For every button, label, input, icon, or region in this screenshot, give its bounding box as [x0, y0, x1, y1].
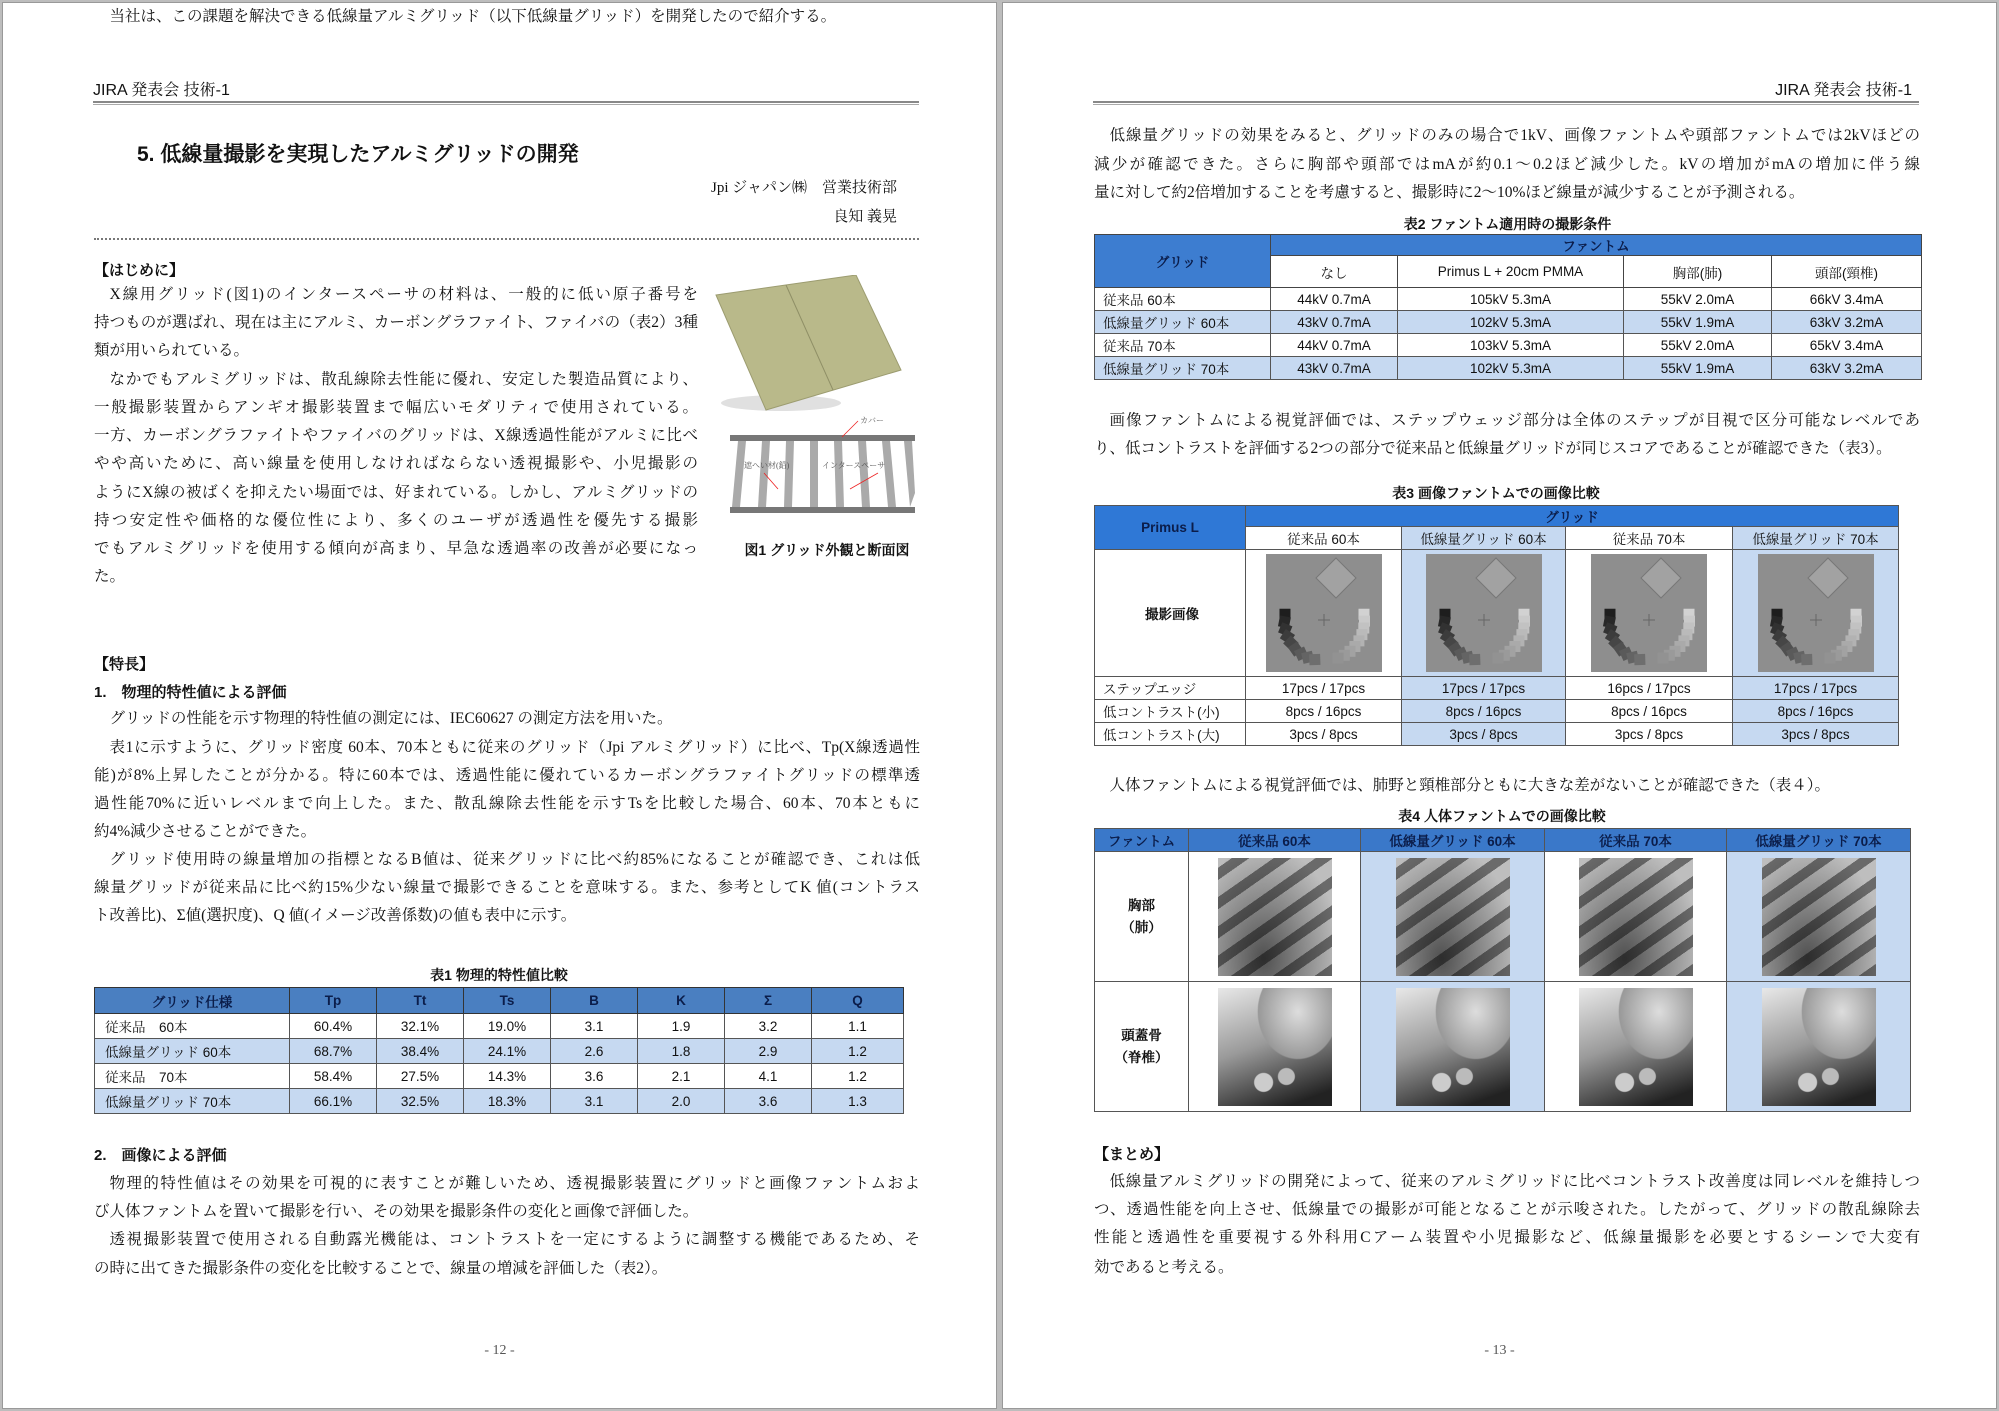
table-cell: 2.9 [725, 1039, 812, 1064]
table-cell: 44kV 0.7mA [1271, 334, 1398, 357]
running-header: JIRA 発表会 技術-1 [1775, 82, 1912, 99]
phantom-xray-image [1266, 554, 1382, 672]
skull-xray-image [1762, 988, 1876, 1106]
column-header: 胸部(肺) [1624, 256, 1772, 288]
corner-header: グリッド [1095, 235, 1271, 288]
table-cell: 60.4% [290, 1014, 377, 1039]
divider [94, 238, 919, 240]
column-header: 従来品 60本 [1189, 829, 1361, 852]
header-rule [93, 101, 919, 105]
text-line: た。 [94, 568, 126, 585]
table-cell: 1.2 [812, 1064, 904, 1089]
table-cell: 1.3 [812, 1089, 904, 1114]
text-line: 効であると考える。 [1094, 1259, 1234, 1276]
table-cell: 17pcs / 17pcs [1246, 677, 1402, 700]
table-cell: 低線量グリッド 60本 [1095, 311, 1271, 334]
table-row [1095, 852, 1911, 982]
table-cell: 58.4% [290, 1064, 377, 1089]
table4-caption: 表4 人体ファントムでの画像比較 [1398, 808, 1606, 824]
table-cell: 55kV 1.9mA [1624, 311, 1772, 334]
table-cell: 16pcs / 17pcs [1566, 677, 1733, 700]
label-interspacer: インタースペーサ [822, 461, 886, 470]
author: 良知 義晃 [833, 209, 897, 225]
column-header: 低線量グリッド 70本 [1733, 527, 1899, 550]
table-cell: 18.3% [464, 1089, 551, 1114]
table-cell: 24.1% [464, 1039, 551, 1064]
text-line: 線量グリッドが従来品に比べ約15%少ない線量で撮影できることを意味する。また、参考としてK 値(コントラス [94, 879, 920, 896]
phantom-xray-image [1758, 554, 1874, 672]
features-heading: 【特長】 [94, 656, 155, 673]
table-cell: 低線量グリッド 70本 [95, 1089, 290, 1114]
column-header: Ts [464, 988, 551, 1014]
table-cell: 38.4% [377, 1039, 464, 1064]
table-row [1095, 311, 1922, 334]
table-cell: 14.3% [464, 1064, 551, 1089]
column-header: K [638, 988, 725, 1014]
table-cell: 3.6 [551, 1064, 638, 1089]
label-absorber: 遮へい材(鉛) [744, 461, 790, 470]
table-cell: 3.2 [725, 1014, 812, 1039]
table-row [95, 1064, 904, 1089]
table-cell: 55kV 1.9mA [1624, 357, 1772, 380]
table3-image-phantom-comparison [1094, 505, 1899, 746]
text-line: グリッドの性能を示す物理的特性値の測定には、IEC60627 の測定方法を用いた。 [109, 710, 673, 727]
row-label-line: 胸部 [1128, 897, 1155, 913]
table-cell: 8pcs / 16pcs [1566, 700, 1733, 723]
table1-physical-properties [94, 987, 904, 1114]
column-header: グリッド仕様 [95, 988, 290, 1014]
table-cell: 55kV 2.0mA [1624, 334, 1772, 357]
table-cell: 65kV 3.4mA [1772, 334, 1922, 357]
image-cell [1402, 550, 1566, 677]
text-line: 約4%減少させることができた。 [94, 823, 317, 840]
image-cell [1189, 982, 1361, 1112]
table-cell: 1.9 [638, 1014, 725, 1039]
table-cell: 2.0 [638, 1089, 725, 1114]
table-row [1095, 288, 1922, 311]
table-cell: 55kV 2.0mA [1624, 288, 1772, 311]
table-cell: 44kV 0.7mA [1271, 288, 1398, 311]
row-label-line: （脊椎） [1114, 1049, 1169, 1065]
chest-xray-image [1579, 858, 1693, 976]
skull-xray-image [1218, 988, 1332, 1106]
skull-xray-image [1579, 988, 1693, 1106]
chest-xray-image [1762, 858, 1876, 976]
table-cell: 68.7% [290, 1039, 377, 1064]
table-cell: 19.0% [464, 1014, 551, 1039]
image-cell [1545, 852, 1727, 982]
table-cell: 8pcs / 16pcs [1733, 700, 1899, 723]
intro-heading: 【はじめに】 [94, 262, 185, 279]
section1-heading: 1. 物理的特性値による評価 [94, 684, 287, 701]
table-cell: 66.1% [290, 1089, 377, 1114]
column-header: 低線量グリッド 60本 [1361, 829, 1545, 852]
table-cell: 32.5% [377, 1089, 464, 1114]
row-label-line: 頭蓋骨 [1121, 1027, 1162, 1043]
text-line: やや高いために、高い線量を使用しなければならない透視撮影や、小児撮影の [94, 455, 698, 472]
text-line: 性能と透過性を重要視する外科用Cアーム装置や小児撮影など、低線量撮影を必要とするシーンで大変有 [1094, 1229, 1920, 1246]
table-row [95, 1039, 904, 1064]
image-cell [1733, 550, 1899, 677]
table-cell: 従来品 60本 [95, 1014, 290, 1039]
column-header: 従来品 70本 [1545, 829, 1727, 852]
image-row [1095, 550, 1899, 677]
table-cell: 従来品 70本 [1095, 334, 1271, 357]
table-cell: 低コントラスト(小) [1095, 700, 1246, 723]
text-line: 画像ファントムによる視覚評価では、ステップウェッジ部分は全体のステップが目視で区分可能なレベルであ [1109, 412, 1920, 429]
text-line: 低線量グリッドの効果をみると、グリッドのみの場合で1kV、画像ファントムや頭部ファントムでは2kVほどの [1109, 127, 1920, 144]
row-label [1095, 852, 1189, 982]
table-cell: 66kV 3.4mA [1772, 288, 1922, 311]
table-row [95, 1089, 904, 1114]
page-13 [1002, 2, 1997, 1409]
text-line: なかでもアルミグリッドは、散乱線除去性能に優れ、安定した製造品質により、 [109, 371, 698, 388]
table-cell: 105kV 5.3mA [1398, 288, 1624, 311]
text-line: 表1に示すように、グリッド密度 60本、70本ともに従来のグリッド（Jpi アルミグリッド）に比べ、Tp(X線透過性 [109, 739, 920, 756]
text-line: 持つものが選ばれ、現在は主にアルミ、カーボングラファイト、ファイバの（表2）3種 [94, 314, 698, 331]
text-line: り、低コントラストを評価する2つの部分で従来品と低線量グリッドが同じスコアであることが確認できた（表3）。 [1094, 440, 1892, 457]
table-row [1095, 982, 1911, 1112]
text-line: 透視撮影装置で使用される自動露光機能は、コントラストを一定にするように調整する機能であるため、そ [109, 1231, 920, 1248]
table4-body-phantom-comparison [1094, 828, 1911, 1112]
column-header: Q [812, 988, 904, 1014]
table1-caption: 表1 物理的特性値比較 [430, 967, 568, 983]
table2-caption: 表2 ファントム適用時の撮影条件 [1403, 216, 1612, 232]
table-cell: 3pcs / 8pcs [1246, 723, 1402, 746]
table-row [1095, 357, 1922, 380]
table-cell: 従来品 60本 [1095, 288, 1271, 311]
table-cell: 1.2 [812, 1039, 904, 1064]
table-cell: ステップエッジ [1095, 677, 1246, 700]
image-cell [1246, 550, 1402, 677]
image-cell [1361, 852, 1545, 982]
table-cell: 低コントラスト(大) [1095, 723, 1246, 746]
page-12 [2, 2, 997, 1409]
table-row [1095, 700, 1899, 723]
summary-heading: 【まとめ】 [1094, 1146, 1170, 1163]
text-line: 物理的特性値はその効果を可視的に表すことが難しいため、透視撮影装置にグリッドと画像ファントムおよ [109, 1175, 920, 1192]
label-cover: カバー [860, 416, 884, 425]
table-cell: 43kV 0.7mA [1271, 357, 1398, 380]
table-cell: 63kV 3.2mA [1772, 357, 1922, 380]
table-cell: 1.1 [812, 1014, 904, 1039]
column-header: 低線量グリッド 60本 [1402, 527, 1566, 550]
table-cell: 低線量グリッド 70本 [1095, 357, 1271, 380]
table-row [95, 1014, 904, 1039]
table-cell: 43kV 0.7mA [1271, 311, 1398, 334]
column-header: なし [1271, 256, 1398, 288]
row-label [1095, 982, 1189, 1112]
corner-header: ファントム [1095, 829, 1189, 852]
image-cell [1566, 550, 1733, 677]
column-header: Σ [725, 988, 812, 1014]
text-line: 持つ安定性や価格的な優位性により、多くのユーザが透過性を優先する撮影 [94, 512, 698, 529]
table-cell: 102kV 5.3mA [1398, 311, 1624, 334]
figure1-caption: 図1 グリッド外観と断面図 [744, 542, 910, 558]
corner-header: Primus L [1095, 506, 1246, 550]
text-line: 一般撮影装置からアンギオ撮影装置まで幅広いモダリティで使用されている。 [94, 399, 698, 416]
group-header: グリッド [1246, 506, 1899, 527]
table-cell: 低線量グリッド 60本 [95, 1039, 290, 1064]
table-cell: 3.6 [725, 1089, 812, 1114]
table-cell: 103kV 5.3mA [1398, 334, 1624, 357]
table-cell: 3pcs / 8pcs [1402, 723, 1566, 746]
text-line: の時に出てきた撮影条件の変化を比較することで、線量の増減を評価した（表2）。 [94, 1260, 668, 1277]
column-header: 従来品 70本 [1566, 527, 1733, 550]
table-cell: 27.5% [377, 1064, 464, 1089]
column-header: 低線量グリッド 70本 [1727, 829, 1911, 852]
text-line: X線用グリッド(図1)のインタースペーサの材料は、一般的に低い原子番号を [109, 286, 698, 303]
chest-xray-image [1218, 858, 1332, 976]
skull-xray-image [1396, 988, 1510, 1106]
image-cell [1727, 982, 1911, 1112]
column-header: B [551, 988, 638, 1014]
column-header: Primus L + 20cm PMMA [1398, 256, 1624, 288]
text-line: 当社は、この課題を解決できる低線量アルミグリッド（以下低線量グリッド）を開発したので紹介する。 [109, 8, 837, 25]
image-cell [1545, 982, 1727, 1112]
table-cell: 3.1 [551, 1089, 638, 1114]
image-cell [1361, 982, 1545, 1112]
table-cell: 3pcs / 8pcs [1566, 723, 1733, 746]
row-label-line: （肺） [1121, 919, 1162, 935]
text-line: ようにX線の被ばくを抑えたい場面では、好まれている。しかし、アルミグリッドの [94, 484, 698, 501]
table-cell: 3pcs / 8pcs [1733, 723, 1899, 746]
table-cell: 3.1 [551, 1014, 638, 1039]
text-line: でもアルミグリッドを使用する傾向が高まり、早急な透過率の改善が必要になっ [94, 540, 698, 557]
text-line: ト改善比)、Σ値(選択度)、Q 値(イメージ改善係数)の値も表中に示す。 [94, 907, 577, 924]
text-line: つ、透過性能を向上させ、低線量での撮影が可能となることが示唆された。したがって、グリッドの散乱線除去 [1094, 1201, 1920, 1218]
text-line: 低線量アルミグリッドの開発によって、従来のアルミグリッドに比べコントラスト改善度は同レベルを維持しつ [1109, 1173, 1920, 1190]
table-row [1095, 723, 1899, 746]
table-row [1095, 677, 1899, 700]
page-number: - 13 - [1484, 1343, 1515, 1358]
table-cell: 63kV 3.2mA [1772, 311, 1922, 334]
column-header: Tp [290, 988, 377, 1014]
grid-cross-section-diagram [730, 413, 920, 531]
column-header: Tt [377, 988, 464, 1014]
phantom-xray-image [1426, 554, 1542, 672]
text-line: 類が用いられている。 [94, 342, 250, 359]
page-number: - 12 - [484, 1343, 515, 1358]
text-line: グリッド使用時の線量増加の指標となるB値は、従来グリッドに比べ約85%になることが確認でき、これは低 [109, 851, 920, 868]
column-header: 従来品 60本 [1246, 527, 1402, 550]
table-cell: 17pcs / 17pcs [1733, 677, 1899, 700]
table3-caption: 表3 画像ファントムでの画像比較 [1392, 485, 1600, 501]
text-line: 一方、カーボングラファイトやファイバのグリッドは、X線透過性能がアルミに比べ [94, 427, 698, 444]
row-label: 撮影画像 [1095, 550, 1246, 677]
text-line: 過性能70%に近いレベルまで向上した。また、散乱線除去性能を示すTsを比較した場合、60本、70本ともに [94, 795, 920, 812]
table-cell: 17pcs / 17pcs [1402, 677, 1566, 700]
running-header: JIRA 発表会 技術-1 [93, 82, 230, 99]
text-line: 減少が確認できた。さらに胸部や頭部ではmAが約0.1～0.2ほど減少した。kVの増加がmAの増加に伴う線 [1094, 156, 1920, 173]
image-cell [1727, 852, 1911, 982]
column-header: 頭部(頸椎) [1772, 256, 1922, 288]
text-line: 量に対して約2倍増加することを考慮すると、撮影時に2～10%ほど線量が減少することが予測される。 [1094, 184, 1805, 201]
image-cell [1189, 852, 1361, 982]
affiliation: Jpi ジャパン㈱ 営業技術部 [711, 180, 897, 196]
table-cell: 1.8 [638, 1039, 725, 1064]
article-title: 5. 低線量撮影を実現したアルミグリッドの開発 [137, 143, 579, 166]
table-cell: 32.1% [377, 1014, 464, 1039]
text-line: 能)が8%上昇したことが分かる。特に60本では、透過性能に優れているカーボングラファイトグリッドの標準透 [94, 767, 920, 784]
group-header: ファントム [1271, 235, 1922, 256]
phantom-xray-image [1591, 554, 1707, 672]
grid-photo [711, 275, 906, 419]
table-cell: 4.1 [725, 1064, 812, 1089]
text-line: 人体ファントムによる視覚評価では、肺野と頸椎部分ともに大きな差がないことが確認できた（表４）。 [1109, 777, 1830, 794]
table-cell: 8pcs / 16pcs [1246, 700, 1402, 723]
chest-xray-image [1396, 858, 1510, 976]
table2-exposure-conditions [1094, 234, 1922, 380]
table-cell: 2.1 [638, 1064, 725, 1089]
table-row [1095, 334, 1922, 357]
section2-heading: 2. 画像による評価 [94, 1147, 227, 1164]
header-rule [1093, 101, 1919, 105]
text-line: び人体ファントムを置いて撮影を行い、その効果を撮影条件の変化と画像で評価した。 [94, 1203, 699, 1220]
table-cell: 102kV 5.3mA [1398, 357, 1624, 380]
table-cell: 8pcs / 16pcs [1402, 700, 1566, 723]
table-cell: 従来品 70本 [95, 1064, 290, 1089]
table-cell: 2.6 [551, 1039, 638, 1064]
